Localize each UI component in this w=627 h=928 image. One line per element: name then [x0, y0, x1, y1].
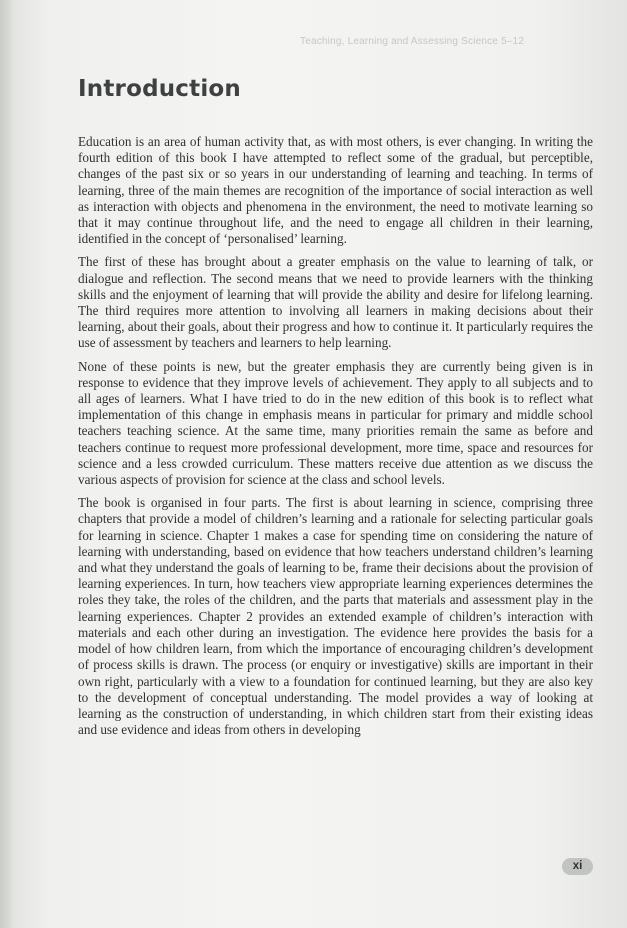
- body-text: [78, 134, 593, 745]
- page-number: xi: [562, 858, 593, 875]
- page-gutter-shadow: [0, 0, 14, 928]
- page-title: Introduction: [78, 76, 241, 102]
- paragraph-3: None of these points is new, but the greater emphasis they are currently being given is in response to evidence that they improve levels of achievement. They apply to all subjects and to all ages of learners. What I have tried to do in the new edition of this book is to reflect what implementation of this change in emphasis means in particular for primary and middle school teachers teaching science. At the same time, many priorities remain the same as before and teachers continue to request more professional development, more time, space and resources for science and a less crowded curriculum. These matters receive due attention as we discuss the various aspects of provision for science at the class and school levels.: [78, 358, 593, 488]
- paragraph-4: The book is organised in four parts. The first is about learning in science, comprising three chapters that provide a model of children’s learning and a rationale for selecting particular goals for learning in science. Chapter 1 makes a case for spending time on considering the nature of learning with understanding, based on evidence that how teachers understand children’s learning and what they understand the goals of learning to be, frame their decisions about the provision of learning experiences. In turn, how teachers view appropriate learning experiences determines the roles they take, the roles of the children, and the parts that materials and assessment play in the learning experiences. Chapter 2 provides an extended example of children’s interaction with materials and each other during an investigation. The evidence here provides the basis for a model of how children learn, from which the importance of encouraging children’s development of process skills is drawn. The process (or enquiry or investigative) skills are important in their own right, particularly with a view to a foundation for continued learning, but they are also key to the development of conceptual understanding. The model provides a way of looking at learning as the construction of understanding, in which children start from their existing ideas and use evidence and ideas from others in developing: [78, 495, 593, 738]
- paragraph-1: Education is an area of human activity that, as with most others, is ever changing. In writing the fourth edition of this book I have attempted to reflect some of the gradual, but perceptible, changes of the past six or so years in our understanding of learning and teaching. In terms of learning, three of the main themes are recognition of the importance of social interaction as well as interaction with objects and phenomena in the environment, the need to motivate learning so that it may continue throughout life, and the need to engage all children in their learning, identified in the concept of ‘personalised’ learning.: [78, 134, 593, 247]
- paragraph-2: The first of these has brought about a greater emphasis on the value to learning of talk, or dialogue and reflection. The second means that we need to provide learners with the thinking skills and the enjoyment of learning that will provide the ability and desire for lifelong learning. The third requires more attention to involving all learners in making decisions about their learning, about their goals, about their progress and how to continue it. It particularly requires the use of assessment by teachers and learners to help learning.: [78, 254, 593, 351]
- running-head: Teaching, Learning and Assessing Science 5–12: [300, 36, 525, 47]
